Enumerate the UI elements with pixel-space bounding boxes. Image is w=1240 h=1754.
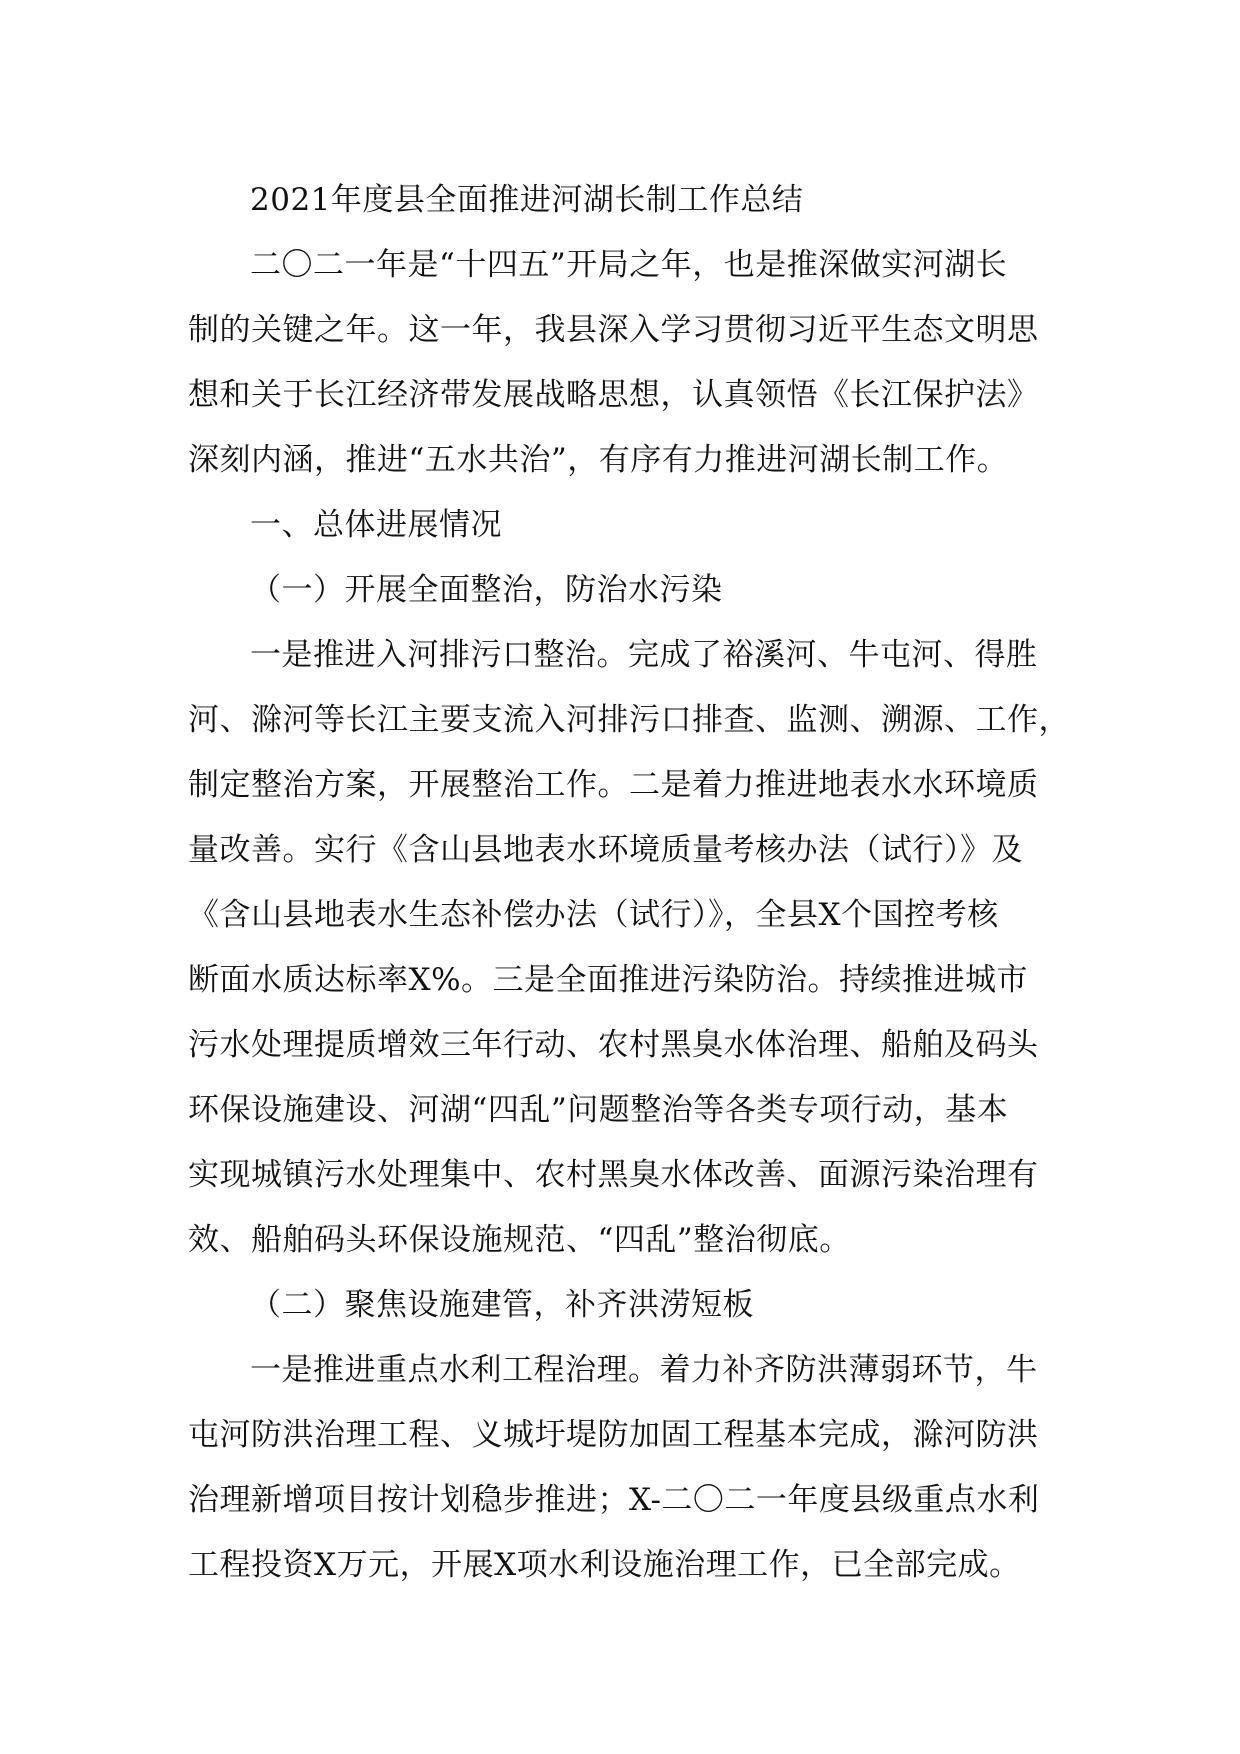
paragraph-line: 深刻内涵，推进“五水共治”，有序有力推进河湖长制工作。 [188, 442, 1009, 478]
paragraph-line: 治理新增项目按计划稳步推进；X-二〇二一年度县级重点水利 [188, 1482, 1040, 1518]
section-heading: 一、总体进展情况 [250, 507, 502, 543]
paragraph-line: 《含山县地表水生态补偿办法（试行）》，全县X个国控考核 [188, 897, 999, 933]
paragraph-line: 效、船舶码头环保设施规范、“四乱”整治彻底。 [188, 1222, 851, 1258]
subsection-heading: （二）聚焦设施建管，补齐洪涝短板 [250, 1287, 754, 1323]
paragraph-line: 制的关键之年。这一年，我县深入学习贯彻习近平生态文明思 [188, 312, 1039, 348]
paragraph-line: 量改善。实行《含山县地表水环境质量考核办法（试行）》及 [188, 832, 1023, 868]
document-title: 2021年度县全面推进河湖长制工作总结 [250, 182, 804, 218]
paragraph-line: 实现城镇污水处理集中、农村黑臭水体改善、面源污染治理有 [188, 1157, 1039, 1193]
document-page [188, 168, 1088, 1598]
paragraph-line: 河、滁河等长江主要支流入河排污口排查、监测、溯源、工作， [188, 702, 1070, 738]
paragraph-line: 环保设施建设、河湖“四乱”问题整治等各类专项行动，基本 [188, 1092, 1009, 1128]
subsection-heading: （一）开展全面整治，防治水污染 [250, 572, 723, 608]
paragraph-line: 工程投资X万元，开展X项水利设施治理工作，已全部完成。 [188, 1547, 1021, 1583]
paragraph-line: 一是推进入河排污口整治。完成了裕溪河、牛屯河、得胜 [250, 637, 1038, 673]
paragraph-line: 断面水质达标率X%。三是全面推进污染防治。持续推进城市 [188, 962, 1029, 998]
paragraph-line: 想和关于长江经济带发展战略思想，认真领悟《长江保护法》 [188, 377, 1039, 413]
paragraph-line: 制定整治方案，开展整治工作。二是着力推进地表水水环境质 [188, 767, 1039, 803]
paragraph-line: 屯河防洪治理工程、义城圩堤防加固工程基本完成，滁河防洪 [188, 1417, 1039, 1453]
paragraph-line: 二〇二一年是“十四五”开局之年，也是推深做实河湖长 [250, 247, 1008, 283]
paragraph-line: 一是推进重点水利工程治理。着力补齐防洪薄弱环节，牛 [250, 1352, 1038, 1388]
paragraph-line: 污水处理提质增效三年行动、农村黑臭水体治理、船舶及码头 [188, 1027, 1039, 1063]
